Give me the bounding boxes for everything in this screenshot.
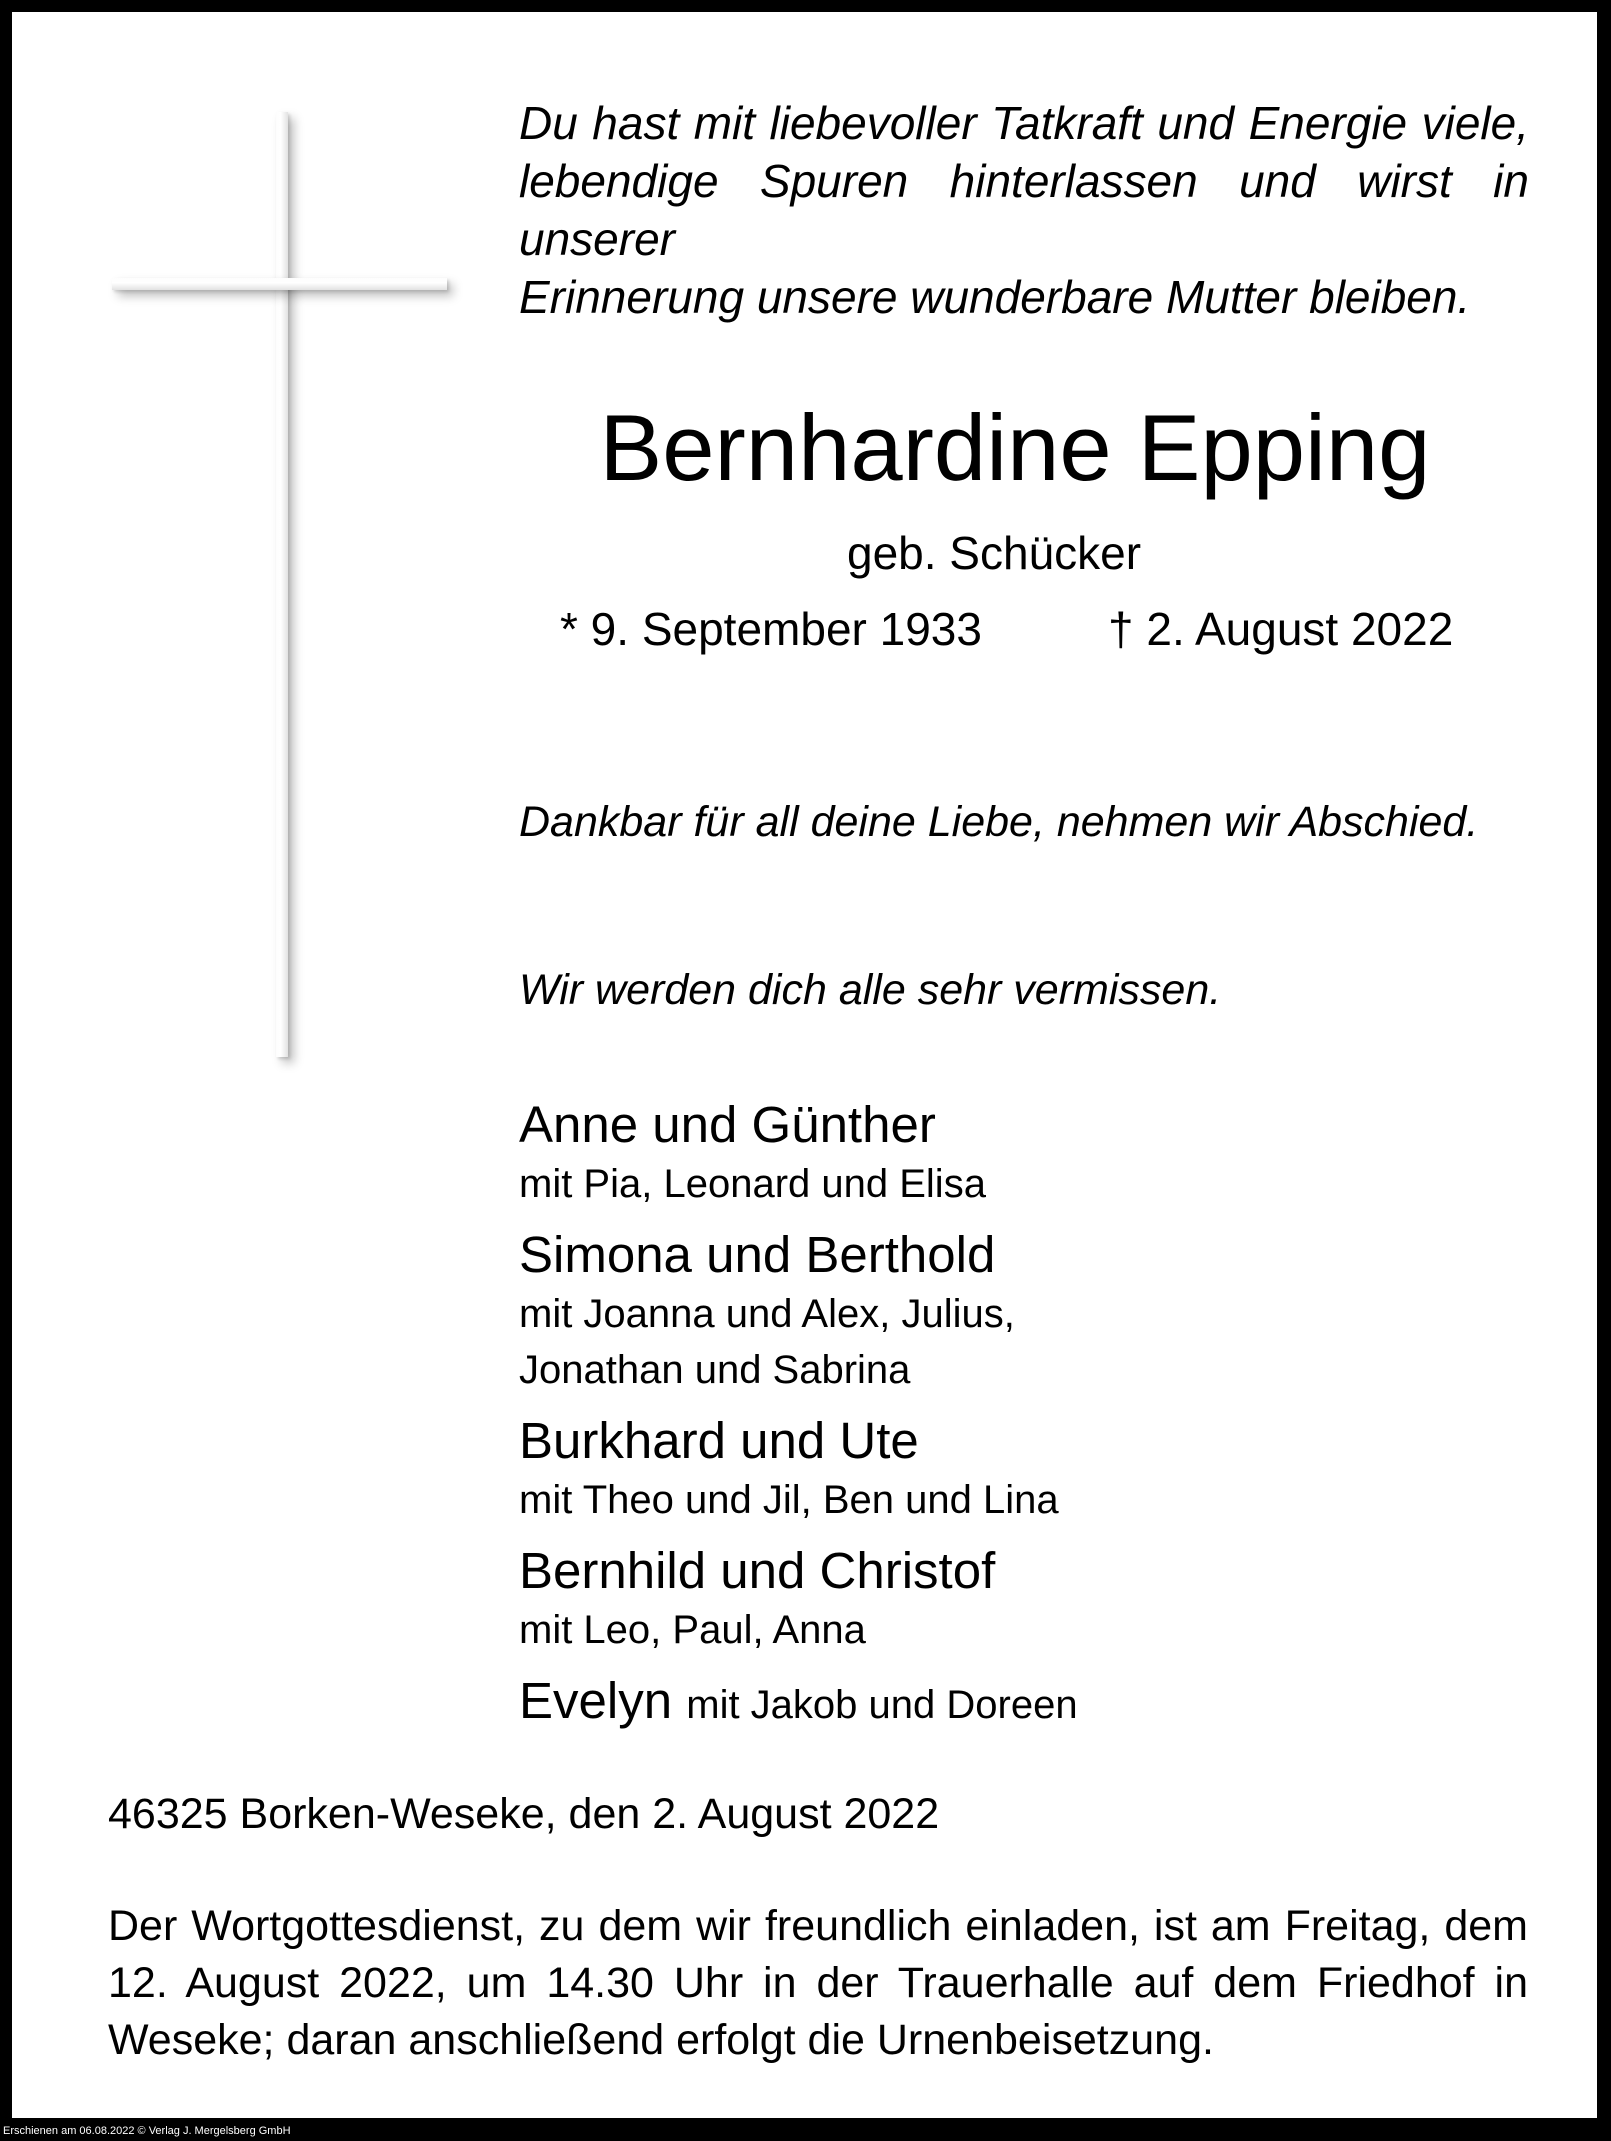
birth-date: * 9. September 1933 (560, 603, 982, 655)
family-group (519, 1224, 1078, 1398)
place-date: 46325 Borken-Weseke, den 2. August 2022 (108, 1790, 940, 1838)
publisher-credit: Erschienen am 06.08.2022 © Verlag J. Mergelsberg GmbH (3, 2125, 291, 2137)
deceased-name: Bernhardine Epping (599, 395, 1431, 500)
service-info (108, 1898, 1528, 2069)
family-member-name: Burkhard und Ute (519, 1412, 919, 1469)
family-member-children: mit Leo, Paul, Anna (519, 1608, 866, 1652)
service-line: Weseke; daran anschließend erfolgt die Urnenbeisetzung. (108, 2016, 1214, 2064)
quote-line: Erinnerung unsere wunderbare Mutter bleiben. (519, 271, 1471, 323)
cross-vertical-beam (276, 112, 288, 1057)
memorial-quote (519, 94, 1529, 326)
family-member-name: Simona und Berthold (519, 1226, 996, 1283)
family-member-name: Bernhild und Christof (519, 1542, 996, 1599)
obituary-card (12, 12, 1597, 2118)
death-date: † 2. August 2022 (1108, 603, 1454, 655)
family-group (519, 1540, 1078, 1658)
family-member-name: Evelyn (519, 1672, 687, 1729)
family-member-name: Anne und Günther (519, 1096, 936, 1153)
family-member-children: Jonathan und Sabrina (519, 1348, 911, 1392)
quote-line: Du hast mit liebevoller Tatkraft und Energie viele, (519, 97, 1529, 149)
cross-horizontal-beam (112, 278, 447, 290)
farewell-text: Dankbar für all deine Liebe, nehmen wir Abschied. (519, 798, 1479, 846)
quote-line: lebendige Spuren hinterlassen und wirst in unserer (519, 155, 1529, 265)
service-line: Der Wortgottesdienst, zu dem wir freundlich einladen, ist am Freitag, dem (108, 1902, 1528, 1950)
family-group (519, 1410, 1078, 1528)
family-list (519, 1094, 1078, 1745)
service-line: 12. August 2022, um 14.30 Uhr in der Trauerhalle auf dem Friedhof in (108, 1959, 1528, 2007)
family-group (519, 1670, 1078, 1733)
family-member-children: mit Pia, Leonard und Elisa (519, 1162, 986, 1206)
family-group (519, 1094, 1078, 1212)
family-member-children: mit Jakob und Doreen (686, 1683, 1078, 1727)
family-member-children: mit Theo und Jil, Ben und Lina (519, 1478, 1059, 1522)
maiden-name: geb. Schücker (847, 527, 1142, 579)
family-member-children: mit Joanna und Alex, Julius, (519, 1292, 1015, 1336)
miss-text: Wir werden dich alle sehr vermissen. (519, 966, 1222, 1014)
